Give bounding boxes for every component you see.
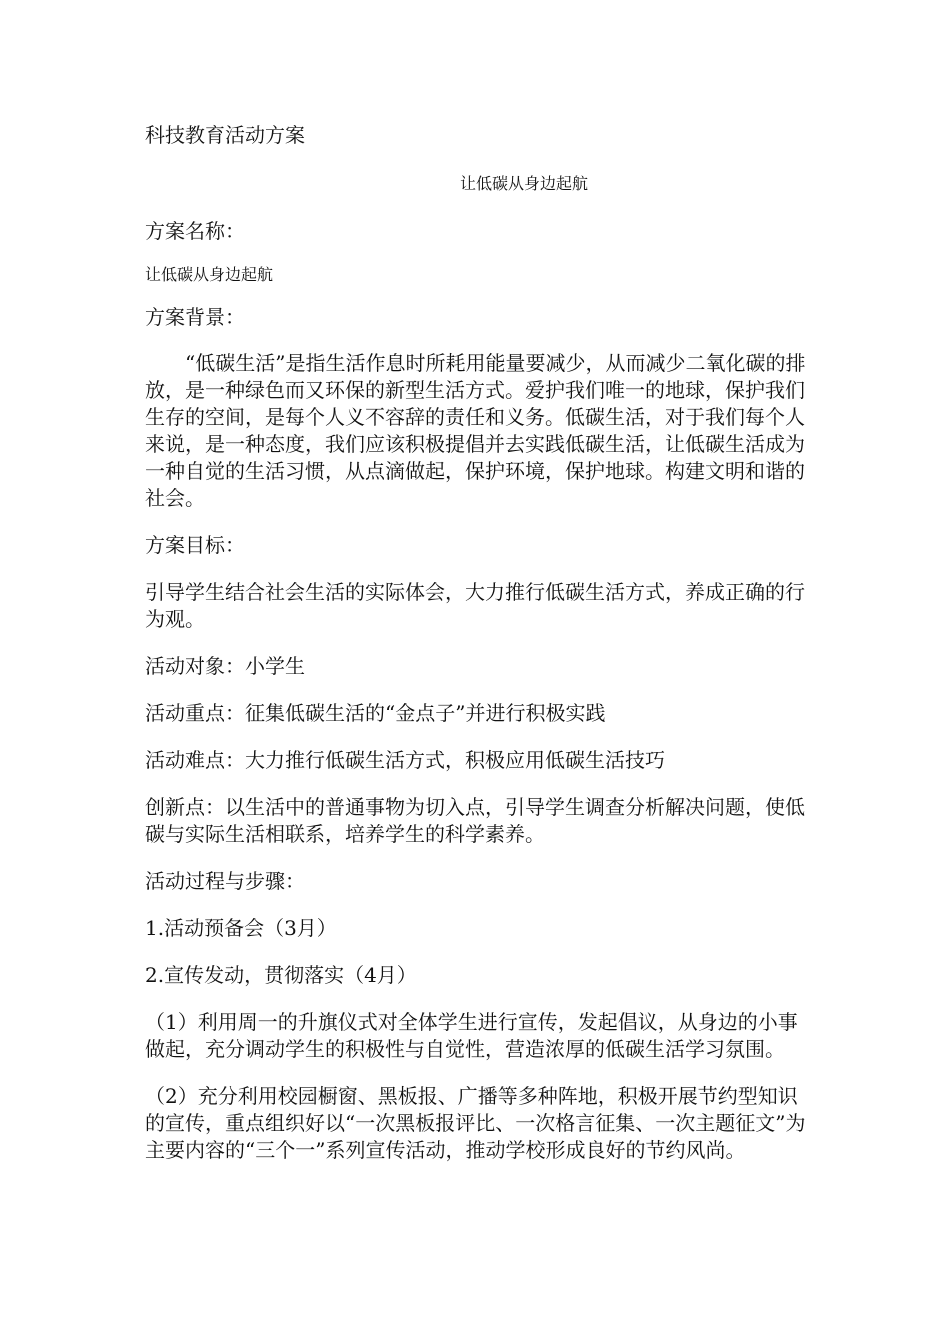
document-subtitle: 让低碳从身边起航 (460, 174, 589, 193)
name-value: 让低碳从身边起航 (145, 265, 274, 284)
focus-line: 活动重点：征集低碳生活的“金点子”并进行积极实践 (145, 701, 606, 725)
background-paragraph: “低碳生活”是指生活作息时所耗用能量要减少，从而减少二氧化碳的排放，是一种绿色而又环保的新型生活方式。爱护我们唯一的地球，保护我们生存的空间，是每个人义不容辞的责任和义务。低碳生活，对于我们每个人来说，是一种态度，我们应该积极提倡并去实践低碳生活，让低碳生活成为一种自觉的生活习惯，从点滴做起，保护环境，保护地球。构建文明和谐的社会。 (145, 351, 806, 510)
name-heading: 方案名称： (145, 219, 245, 243)
difficulty-line: 活动难点：大力推行低碳生活方式，积极应用低碳生活技巧 (145, 748, 665, 772)
step-2-item-2: （2）充分利用校园橱窗、黑板报、广播等多种阵地，积极开展节约型知识的宣传，重点组织好以“一次黑板报评比、一次格言征集、一次主题征文”为主要内容的“三个一”系列宣传活动，推动学校形成良好的节约风尚。 (145, 1084, 806, 1162)
process-heading: 活动过程与步骤： (145, 869, 305, 893)
document-body (145, 120, 815, 1164)
background-heading: 方案背景： (145, 305, 245, 329)
innovation-paragraph: 创新点：以生活中的普通事物为切入点，引导学生调查分析解决问题，使低碳与实际生活相联系，培养学生的科学素养。 (145, 795, 805, 846)
target-line: 活动对象：小学生 (145, 654, 305, 678)
step-2: 2.宣传发动，贯彻落实（4月） (145, 963, 417, 987)
step-2-item-1: （1）利用周一的升旗仪式对全体学生进行宣传，发起倡议，从身边的小事做起，充分调动学生的积极性与自觉性，营造浓厚的低碳生活学习氛围。 (145, 1010, 798, 1061)
step-1: 1.活动预备会（3月） (145, 916, 337, 940)
document-title: 科技教育活动方案 (145, 123, 305, 147)
goal-heading: 方案目标： (145, 533, 245, 557)
goal-paragraph: 引导学生结合社会生活的实际体会，大力推行低碳生活方式，养成正确的行为观。 (145, 580, 805, 631)
